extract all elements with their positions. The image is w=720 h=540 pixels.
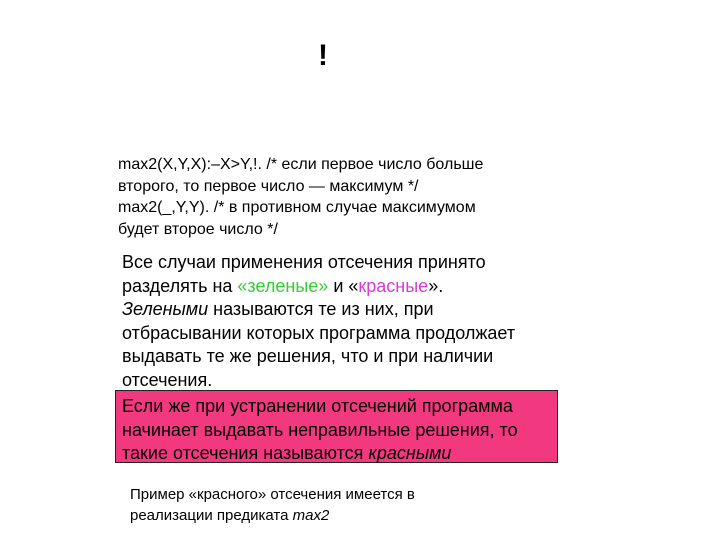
- text-fragment: разделять на: [122, 275, 238, 296]
- paragraph-line: выдавать те же решения, что и при наличии: [122, 346, 494, 366]
- red-term: красные: [358, 275, 429, 296]
- paragraph-line: [122, 442, 582, 466]
- example-note: [130, 485, 570, 526]
- paragraph-line: отсечения.: [122, 369, 213, 390]
- paragraph-line: Если же при устранении отсечений программа: [122, 396, 513, 416]
- green-term: «зеленые»: [237, 275, 329, 296]
- slide-title: !: [318, 39, 328, 72]
- paragraph-line: начинает выдавать неправильные решения, то: [122, 419, 518, 440]
- emphasized-term: красными: [368, 443, 452, 463]
- paragraph-line: [122, 298, 582, 322]
- code-line: max2(_,Y,Y). /* в противном случае максимумом: [118, 199, 476, 216]
- text-fragment: называются те из них, при: [208, 299, 434, 319]
- code-line: второго, то первое число — максимум */: [118, 177, 419, 195]
- paragraph-line: [122, 275, 582, 299]
- text-fragment: и «: [328, 275, 359, 296]
- paragraph-line: отбрасывании которых программа продолжает: [122, 322, 516, 343]
- paragraph-line: Все случаи применения отсечения принято: [122, 252, 486, 272]
- text-fragment: такие отсечения называются: [122, 443, 369, 463]
- code-line: max2(X,Y,X):–X>Y,!. /* если первое число больше: [118, 156, 484, 173]
- code-line: будет второе число */: [118, 220, 278, 238]
- emphasized-term: Зелеными: [122, 299, 209, 319]
- code-block: [118, 154, 558, 240]
- note-line: [130, 506, 570, 527]
- main-paragraph: [122, 251, 582, 392]
- predicate-name: max2: [292, 506, 330, 524]
- note-line: Пример «красного» отсечения имеется в: [130, 486, 415, 503]
- text-fragment: реализации предиката: [130, 506, 293, 524]
- text-fragment: ».: [428, 275, 444, 296]
- red-highlight-text: [122, 395, 582, 466]
